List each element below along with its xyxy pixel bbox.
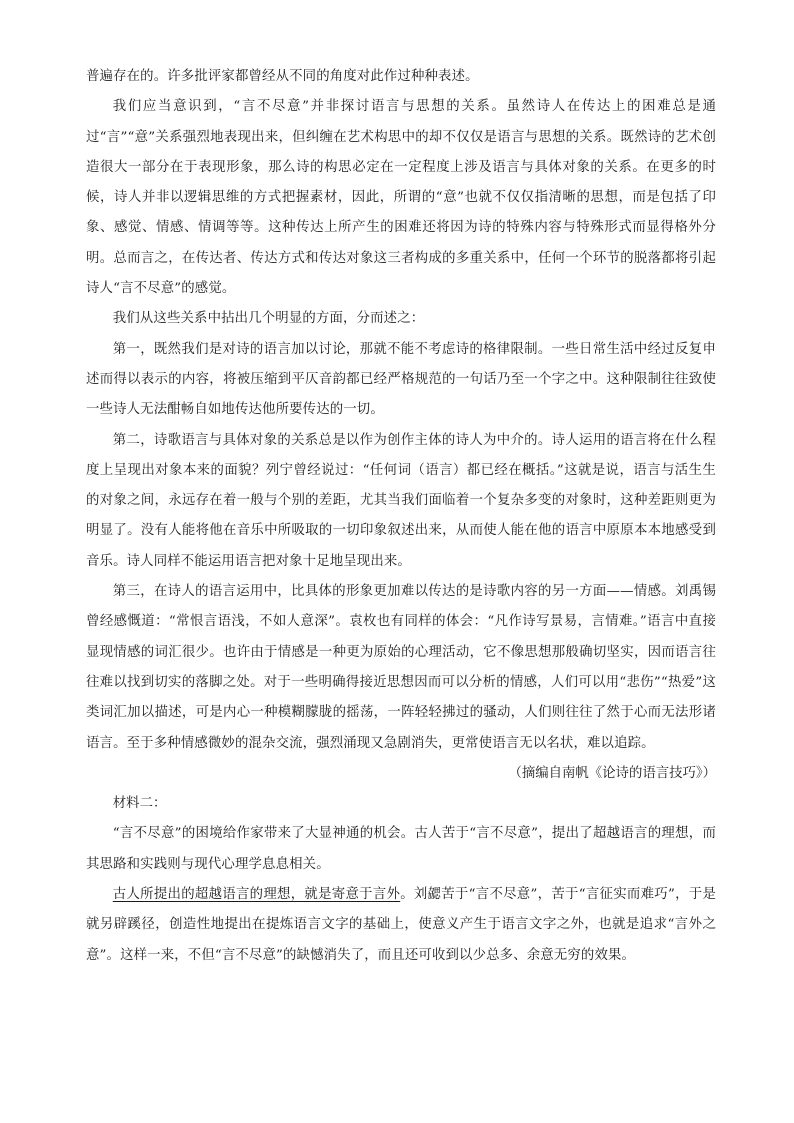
paragraph-third-aspect: 第三，在诗人的语言运用中，比具体的形象更加难以传达的是诗歌内容的另一方面——情感。刘禹锡曾经感慨道：“常恨言语浅，不如人意深”。袁枚也有同样的体会：“凡作诗写景易，言情难。”语言中直接显现情感的词汇很少。也许由于情感是一种更为原始的心理活动，它不像思想那般确切坚实，因而语言往往难以找到切实的落脚之处。对于一些明确得接近思想因而可以分析的情感，人们可以用“悲伤”“热爱”这类词汇加以描述，可是内心一种模糊朦胧的摇荡，一阵轻轻拂过的骚动，人们则往往了然于心而无法形诸语言。至于多种情感微妙的混杂交流，强烈涌现又急剧消失，更常使语言无以名状，难以追踪。 — [86, 584, 716, 751]
paragraph-yanbujinyi-relations: 我们应当意识到，“言不尽意”并非探讨语言与思想的关系。虽然诗人在传达上的困难总是通过“言”“意”关系强烈地表现出来，但纠缠在艺术构思中的却不仅仅是语言与思想的关系。既然诗的艺术创造很大一部分在于表现形象，那么诗的构思必定在一定程度上涉及语言与具体对象的关系。在更多的时候，诗人并非以逻辑思维的方式把握素材，因此，所谓的“意”也就不仅仅指清晰的思想，而是包括了印象、感觉、情感、情调等等。这种传达上所产生的困难还将因为诗的特殊内容与特殊形式而显得格外分明。总而言之，在传达者、传达方式和传达对象这三者构成的多重关系中，任何一个环节的脱落都将引起诗人“言不尽意”的感觉。 — [86, 99, 716, 297]
paragraph-first-aspect: 第一，既然我们是对诗的语言加以讨论，那就不能不考虑诗的格律限制。一些日常生活中经过反复申述而得以表示的内容，将被压缩到平仄音韵都已经严格规范的一句话乃至一个字之中。这种限制往往致使一些诗人无法酣畅自如地传达他所要传达的一切。 — [86, 341, 716, 418]
paragraph-material2-rest: 。刘勰苦于“言不尽意”，苦于“言征实而难巧”，于是就另辟蹊径，创造性地提出在提炼语言文字的基础上，使意义产生于语言文字之外，也就是追求“言外之意”。这样一来，不但“言不尽意”的缺憾消失了，而且还可收到以少总多、余意无穷的效果。 — [86, 887, 716, 963]
underlined-key-sentence: 古人所提出的超越语言的理想，就是寄意于言外 — [112, 887, 401, 903]
document-page — [86, 62, 716, 971]
paragraph-second-aspect: 第二，诗歌语言与具体对象的关系总是以作为创作主体的诗人为中介的。诗人运用的语言将在什么程度上呈现出对象本来的面貌？列宁曾经说过：“任何词（语言）都已经在概括。”这就是说，语言与活生生的对象之间，永远存在着一般与个别的差距，尤其当我们面临着一个复杂多变的对象时，这种差距则更为明显了。没有人能将他在音乐中所吸取的一切印象叙述出来，从而使人能在他的语言中原原本本地感受到音乐。诗人同样不能运用语言把对象十足地呈现出来。 — [86, 432, 716, 569]
paragraph-material2-beyond-language — [86, 880, 716, 971]
paragraph-intro-aspects: 我们从这些关系中拈出几个明显的方面，分而述之： — [112, 311, 425, 327]
paragraph-continuation: 普遍存在的。许多批评家都曾经从不同的角度对此作过种种表述。 — [86, 69, 479, 84]
source-citation: （摘编自南帆《论诗的语言技巧》） — [508, 765, 716, 781]
paragraph-material2-intro: “言不尽意”的困境给作家带来了大显神通的机会。古人苦于“言不尽意”，提出了超越语言的理想，而其思路和实践则与现代心理学息息相关。 — [86, 826, 716, 872]
material-two-heading: 材料二： — [112, 796, 167, 812]
